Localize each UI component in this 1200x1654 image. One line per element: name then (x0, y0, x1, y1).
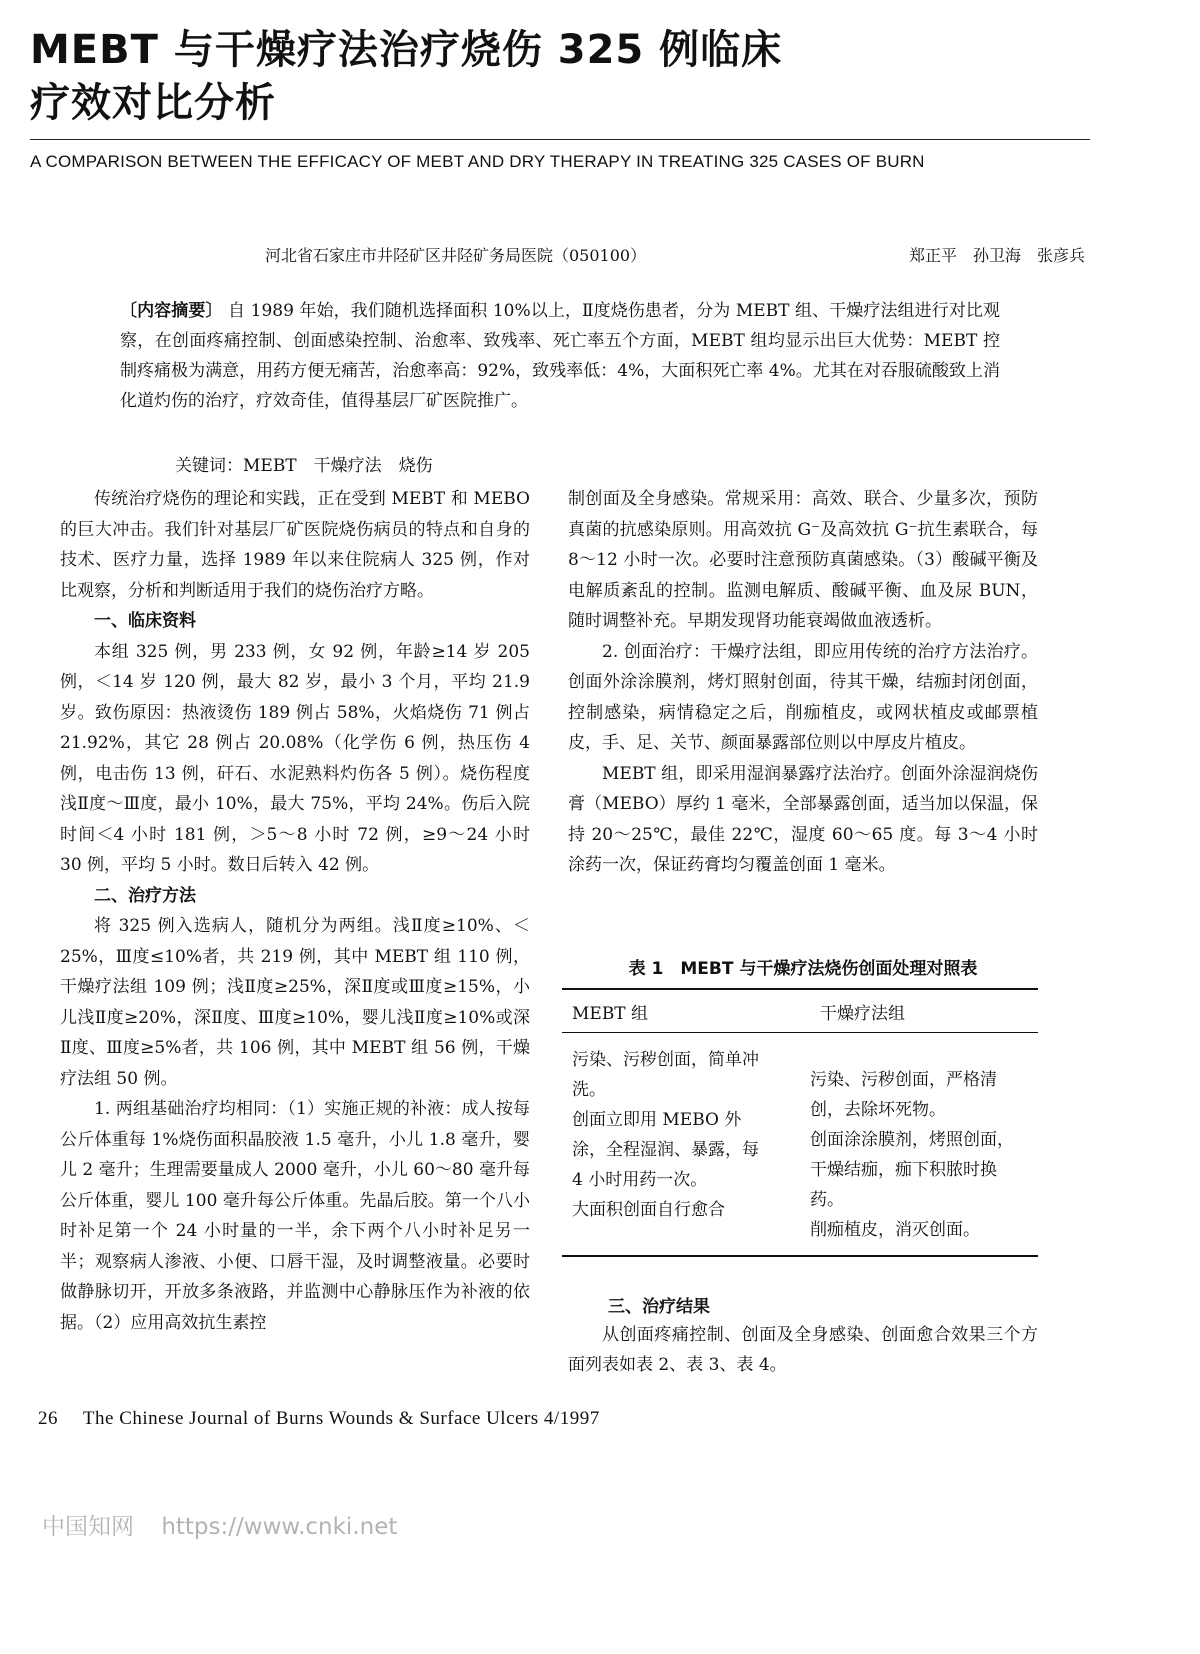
intro-paragraph: 传统治疗烧伤的理论和实践，正在受到 MEBT 和 MEBO 的巨大冲击。我们针对基层厂矿医院烧伤病员的特点和自身的技术、医疗力量，选择 1989 年以来住院病人 325 例，作对比观察，分析和判断适用于我们的烧伤治疗方略。 (60, 489, 530, 601)
section-2-paragraph-1: 将 325 例入选病人，随机分为两组。浅Ⅱ度≥10%、＜25%，Ⅲ度≤10%者，共 219 例，其中 MEBT 组 110 例，干燥疗法组 109 例；浅Ⅱ度≥25%，深Ⅱ度或Ⅲ度≥15%，小儿浅Ⅱ度≥20%，深Ⅱ度、Ⅲ度≥10%，婴儿浅Ⅱ度≥10%或深Ⅱ度、Ⅲ度≥5%者，共 106 例，其中 MEBT 组 56 例，干燥疗法组 50 例。 (60, 916, 530, 1089)
page-footer (38, 1408, 600, 1430)
section-3-heading: 三、治疗结果 (608, 1297, 710, 1317)
table-dry-line: 创面涂涂膜剂，烤照创面，干燥结痂，痂下积脓时换药。 (810, 1130, 1014, 1210)
title-rule (30, 139, 1090, 140)
abstract (120, 296, 1000, 416)
abstract-label: 〔内容摘要〕 (120, 301, 223, 321)
table-header-mebt: MEBT 组 (572, 1003, 649, 1024)
article-title (30, 24, 1030, 130)
left-column (60, 484, 530, 1338)
section-2-heading: 二、治疗方法 (94, 885, 196, 906)
title-line-1: MEBT 与干燥疗法治疗烧伤 325 例临床 (30, 27, 783, 73)
watermark-brand: 中国知网 (42, 1514, 134, 1540)
affiliation: 河北省石家庄市井陉矿区井陉矿务局医院（050100） (265, 246, 647, 265)
table-cell-dry (810, 1045, 1020, 1245)
table-dry-line: 污染、污秽创面，严格清创，去除坏死物。 (810, 1070, 997, 1120)
comparison-table (562, 988, 1038, 1257)
abstract-text: 自 1989 年始，我们随机选择面积 10%以上，Ⅱ度烧伤患者，分为 MEBT 组、干燥疗法组进行对比观察，在创面疼痛控制、创面感染控制、治愈率、致残率、死亡率五个方面，MEBT 组均显示出巨大优势：MEBT 控制疼痛极为满意，用药方便无痛苦，治愈率高：92%，致残率低：4%，大面积死亡率 4%。尤其在对吞服硫酸致上消化道灼伤的治疗，疗效奇佳，值得基层厂矿医院推广。 (120, 301, 1000, 411)
table-mebt-line: 创面立即用 MEBO 外涂，全程湿润、暴露，每 4 小时用药一次。 (572, 1110, 759, 1190)
cnki-watermark (42, 1508, 397, 1541)
table-header-row (562, 990, 1038, 1033)
journal-name: The Chinese Journal of Burns Wounds & Surface Ulcers 4/1997 (82, 1408, 600, 1429)
authors: 郑正平 孙卫海 张彦兵 (908, 246, 1085, 265)
table-mebt-line: 大面积创面自行愈合 (572, 1200, 725, 1220)
table-body-row (562, 1033, 1038, 1255)
table-dry-line: 削痂植皮，消灭创面。 (810, 1220, 980, 1240)
table-caption: 表 1 MEBT 与干燥疗法烧伤创面处理对照表 (628, 959, 978, 979)
section-1-heading: 一、临床资料 (94, 611, 196, 631)
table-header-dry: 干燥疗法组 (820, 1003, 905, 1024)
keywords: 关键词：MEBT 干燥疗法 烧伤 (175, 456, 433, 476)
wound-treatment-paragraph: 2. 创面治疗：干燥疗法组，即应用传统的治疗方法治疗。创面外涂涂膜剂，烤灯照射创面，待其干燥，结痂封闭创面，控制感染，病情稳定之后，削痂植皮，或网状植皮或邮票植皮，手、足、关节、颜面暴露部位则以中厚皮片植皮。 (568, 641, 1038, 753)
continued-paragraph: 制创面及全身感染。常规采用：高效、联合、少量多次，预防真菌的抗感染原则。用高效抗 G⁻及高效抗 G⁻抗生素联合，每 8～12 小时一次。必要时注意预防真菌感染。（3）酸碱平衡及电解质紊乱的控制。监测电解质、酸碱平衡、血及尿 BUN，随时调整补充。早期发现肾功能衰竭做血液透析。 (568, 489, 1038, 631)
table-mebt-line: 污染、污秽创面，简单冲洗。 (572, 1050, 759, 1100)
right-column (568, 484, 1038, 881)
table-cell-mebt (562, 1045, 772, 1245)
section-1-paragraph: 本组 325 例，男 233 例，女 92 例，年龄≥14 岁 205 例，＜14 岁 120 例，最大 82 岁，最小 3 个月，平均 21.9 岁。致伤原因：热液烫伤 189 例占 58%，火焰烧伤 71 例占 21.92%，其它 28 例占 20.08%（化学伤 6 例，热压伤 4 例，电击伤 13 例，矸石、水泥熟料灼伤各 5 例）。烧伤程度浅Ⅱ度～Ⅲ度，最小 10%，最大 75%，平均 24%。伤后入院时间＜4 小时 181 例，＞5～8 小时 72 例，≥9～24 小时 30 例，平均 5 小时。数日后转入 42 例。 (60, 641, 530, 875)
page-number: 26 (38, 1408, 58, 1429)
english-title: A COMPARISON BETWEEN THE EFFICACY OF MEBT AND DRY THERAPY IN TREATING 325 CASES OF BURN (30, 152, 925, 171)
section-3-paragraph: 从创面疼痛控制、创面及全身感染、创面愈合效果三个方面列表如表 2、表 3、表 4。 (568, 1325, 1038, 1375)
mebt-paragraph: MEBT 组，即采用湿润暴露疗法治疗。创面外涂湿润烧伤膏（MEBO）厚约 1 毫米，全部暴露创面，适当加以保温，保持 20～25℃，最佳 22℃，湿度 60～65 度。每 3～4 小时涂药一次，保证药膏均匀覆盖创面 1 毫米。 (568, 763, 1038, 875)
section-2-paragraph-2: 1. 两组基础治疗均相同：（1）实施正规的补液：成人按每公斤体重每 1%烧伤面积晶胶液 1.5 毫升，小儿 1.8 毫升，婴儿 2 毫升；生理需要量成人 2000 毫升，小儿 60～80 毫升每公斤体重，婴儿 100 毫升每公斤体重。先晶后胶。第一个八小时补足第一个 24 小时量的一半，余下两个八小时补足另一半；观察病人渗液、小便、口唇干湿，及时调整液量。必要时做静脉切开，开放多条液路，并监测中心静脉压作为补液的依据。（2）应用高效抗生素控 (60, 1099, 530, 1333)
title-line-2: 疗效对比分析 (30, 80, 276, 126)
byline (265, 244, 1085, 268)
watermark-url: https://www.cnki.net (161, 1514, 398, 1540)
